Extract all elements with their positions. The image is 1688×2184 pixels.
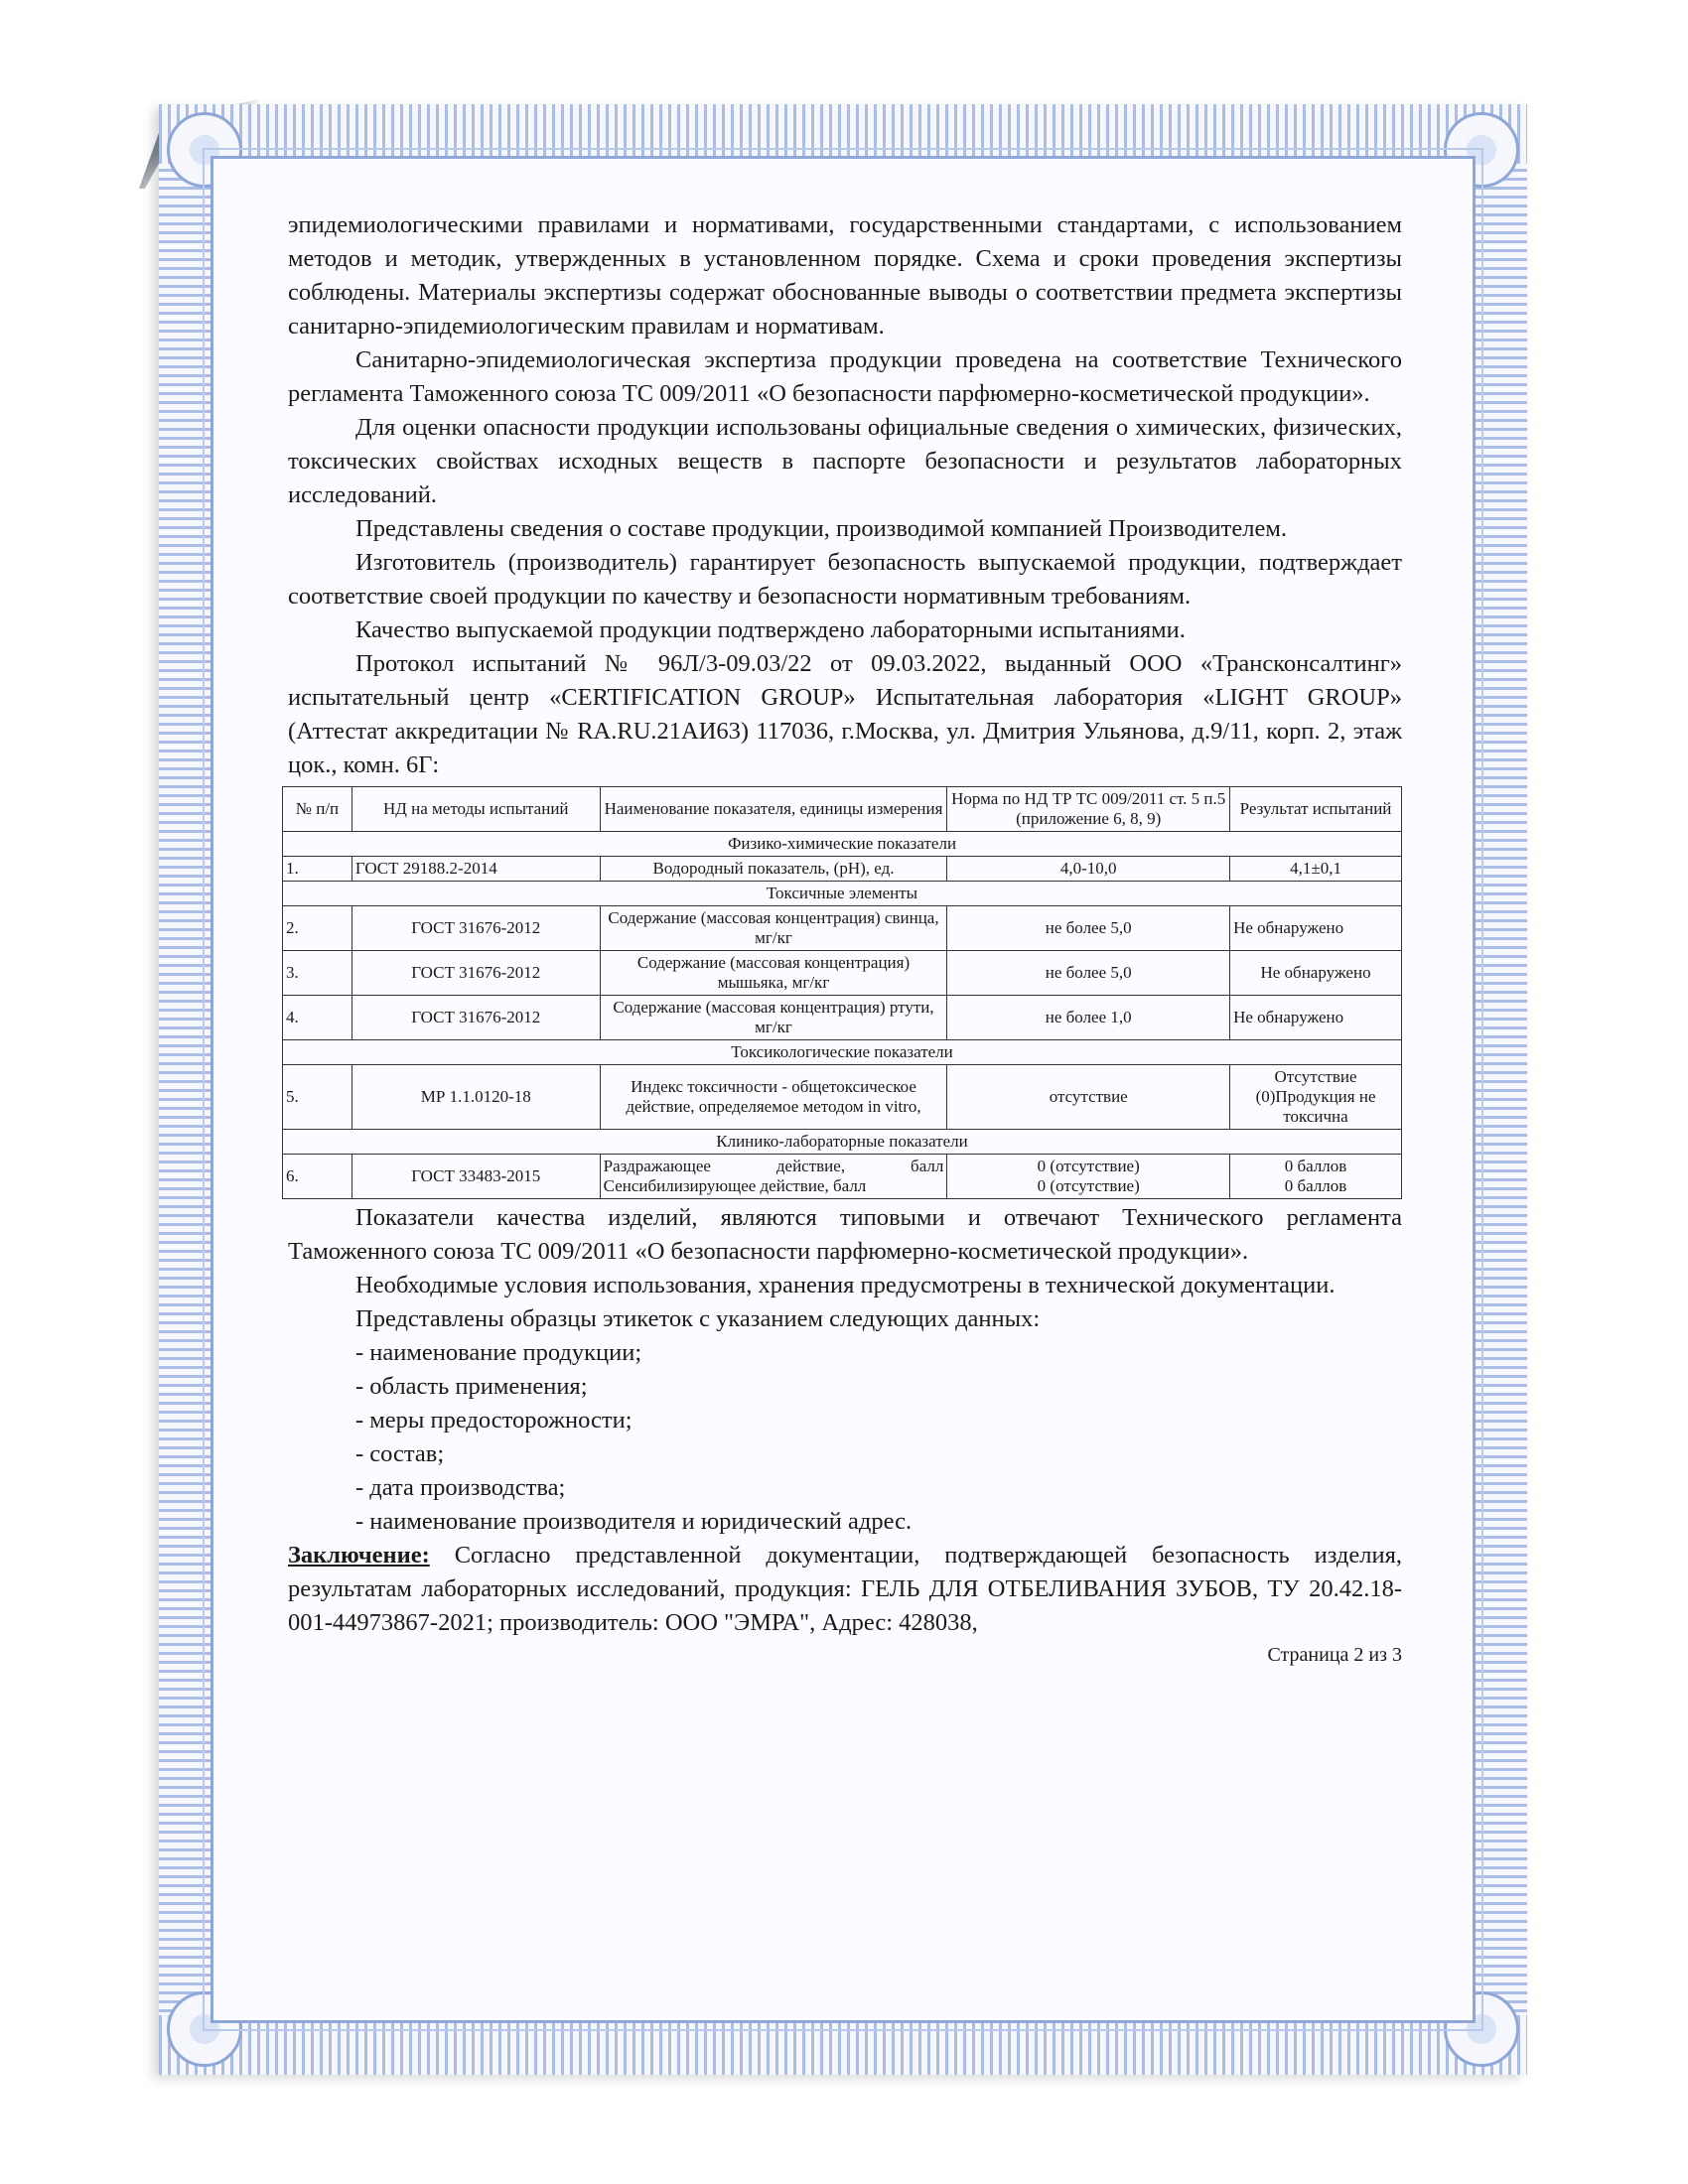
list-item: - наименование продукции;	[355, 1339, 642, 1366]
table-row: 2. ГОСТ 31676-2012 Содержание (массовая концентрация) свинца, мг/кг не более 5,0 Не обнаружено	[283, 906, 1402, 951]
list-item: - область применения;	[355, 1373, 588, 1400]
table-row: 5. МР 1.1.0120-18 Индекс токсичности - общетоксическое действие, определяемое методом in vitro, отсутствие Отсутствие (0)Продукция не токсична	[283, 1065, 1402, 1130]
section-row: Клинико-лабораторные показатели	[283, 1130, 1402, 1155]
header-norm: Норма по НД ТР ТС 009/2011 ст. 5 п.5 (приложение 6, 8, 9)	[947, 787, 1230, 832]
page-number: Страница 2 из 3	[1267, 1644, 1402, 1666]
header-method: НД на методы испытаний	[352, 787, 600, 832]
table-row: 3. ГОСТ 31676-2012 Содержание (массовая концентрация) мышьяка, мг/кг не более 5,0 Не обнаружено	[283, 951, 1402, 996]
list-item: - меры предосторожности;	[355, 1407, 633, 1433]
conclusion-paragraph	[288, 1539, 1402, 1640]
conclusion-label: Заключение:	[288, 1542, 430, 1569]
paragraph: Качество выпускаемой продукции подтверждено лабораторными испытаниями.	[355, 616, 1186, 643]
paragraph: Представлены образцы этикеток с указанием следующих данных:	[355, 1305, 1041, 1332]
table-row: 6. ГОСТ 33483-2015 Раздражающее действие, балл Сенсибилизирующее действие, балл 0 (отсутствие) 0 (отсутствие) 0 баллов 0 баллов	[283, 1155, 1402, 1199]
table-header-row	[283, 787, 1402, 832]
header-indicator: Наименование показателя, единицы измерения	[600, 787, 947, 832]
paragraph: Необходимые условия использования, хранения предусмотрены в технической документации.	[355, 1272, 1336, 1298]
section-row: Токсикологические показатели	[283, 1040, 1402, 1065]
paragraph: Показатели качества изделий, являются типовыми и отвечают Технического регламента Таможенного союза ТС 009/2011 «О безопасности парфюмерно-косметической продукции».	[288, 1204, 1402, 1265]
header-num: № п/п	[283, 787, 352, 832]
list-item: - наименование производителя и юридический адрес.	[355, 1508, 913, 1535]
paragraph: Санитарно-эпидемиологическая экспертиза продукции проведена на соответствие Технического регламента Таможенного союза ТС 009/2011 «О безопасности парфюмерно-косметической продукции».	[288, 346, 1402, 407]
table-row: 4. ГОСТ 31676-2012 Содержание (массовая концентрация) ртути, мг/кг не более 1,0 Не обнаружено	[283, 996, 1402, 1040]
section-row: Токсичные элементы	[283, 882, 1402, 906]
header-result: Результат испытаний	[1230, 787, 1402, 832]
table-row: 1. ГОСТ 29188.2-2014 Водородный показатель, (pH), ед. 4,0-10,0 4,1±0,1	[283, 857, 1402, 882]
label-items-list	[288, 1336, 1402, 1539]
paragraph: Представлены сведения о составе продукции, производимой компанией Производителем.	[355, 515, 1287, 542]
document-body	[288, 208, 1402, 1670]
list-item: - дата производства;	[355, 1474, 566, 1501]
paragraph: Изготовитель (производитель) гарантирует безопасность выпускаемой продукции, подтверждает соответствие своей продукции по качеству и безопасности нормативным требованиям.	[288, 549, 1402, 610]
paragraph: Для оценки опасности продукции использованы официальные сведения о химических, физических, токсических свойствах исходных веществ в паспорте безопасности и результатов лабораторных исследований.	[288, 414, 1402, 508]
protocol-paragraph: Протокол испытаний № 96Л/3-09.03/22 от 09.03.2022, выданный ООО «Трансконсалтинг» испытательный центр «CERTIFICATION GROUP» Испытательная лаборатория «LIGHT GROUP» (Аттестат аккредитации № RA.RU.21АИ63) 117036, г.Москва, ул. Дмитрия Ульянова, д.9/11, корп. 2, этаж цок., комн. 6Г:	[288, 650, 1402, 778]
test-results-table	[282, 786, 1402, 1199]
paragraph: эпидемиологическими правилами и нормативами, государственными стандартами, с использованием методов и методик, утвержденных в установленном порядке. Схема и сроки проведения экспертизы соблюдены. Материалы экспертизы содержат обоснованные выводы о соответствии предмета экспертизы санитарно-эпидемиологическим правилам и нормативам.	[288, 211, 1402, 340]
conclusion-text: Согласно представленной документации, подтверждающей безопасность изделия, результатам лабораторных исследований, продукция: ГЕЛЬ ДЛЯ ОТБЕЛИВАНИЯ ЗУБОВ, ТУ 20.42.18-001-44973867-2021; производитель: ООО "ЭМРА", Адрес: 428038,	[288, 1542, 1402, 1636]
section-row: Физико-химические показатели	[283, 832, 1402, 857]
list-item: - состав;	[355, 1440, 445, 1467]
